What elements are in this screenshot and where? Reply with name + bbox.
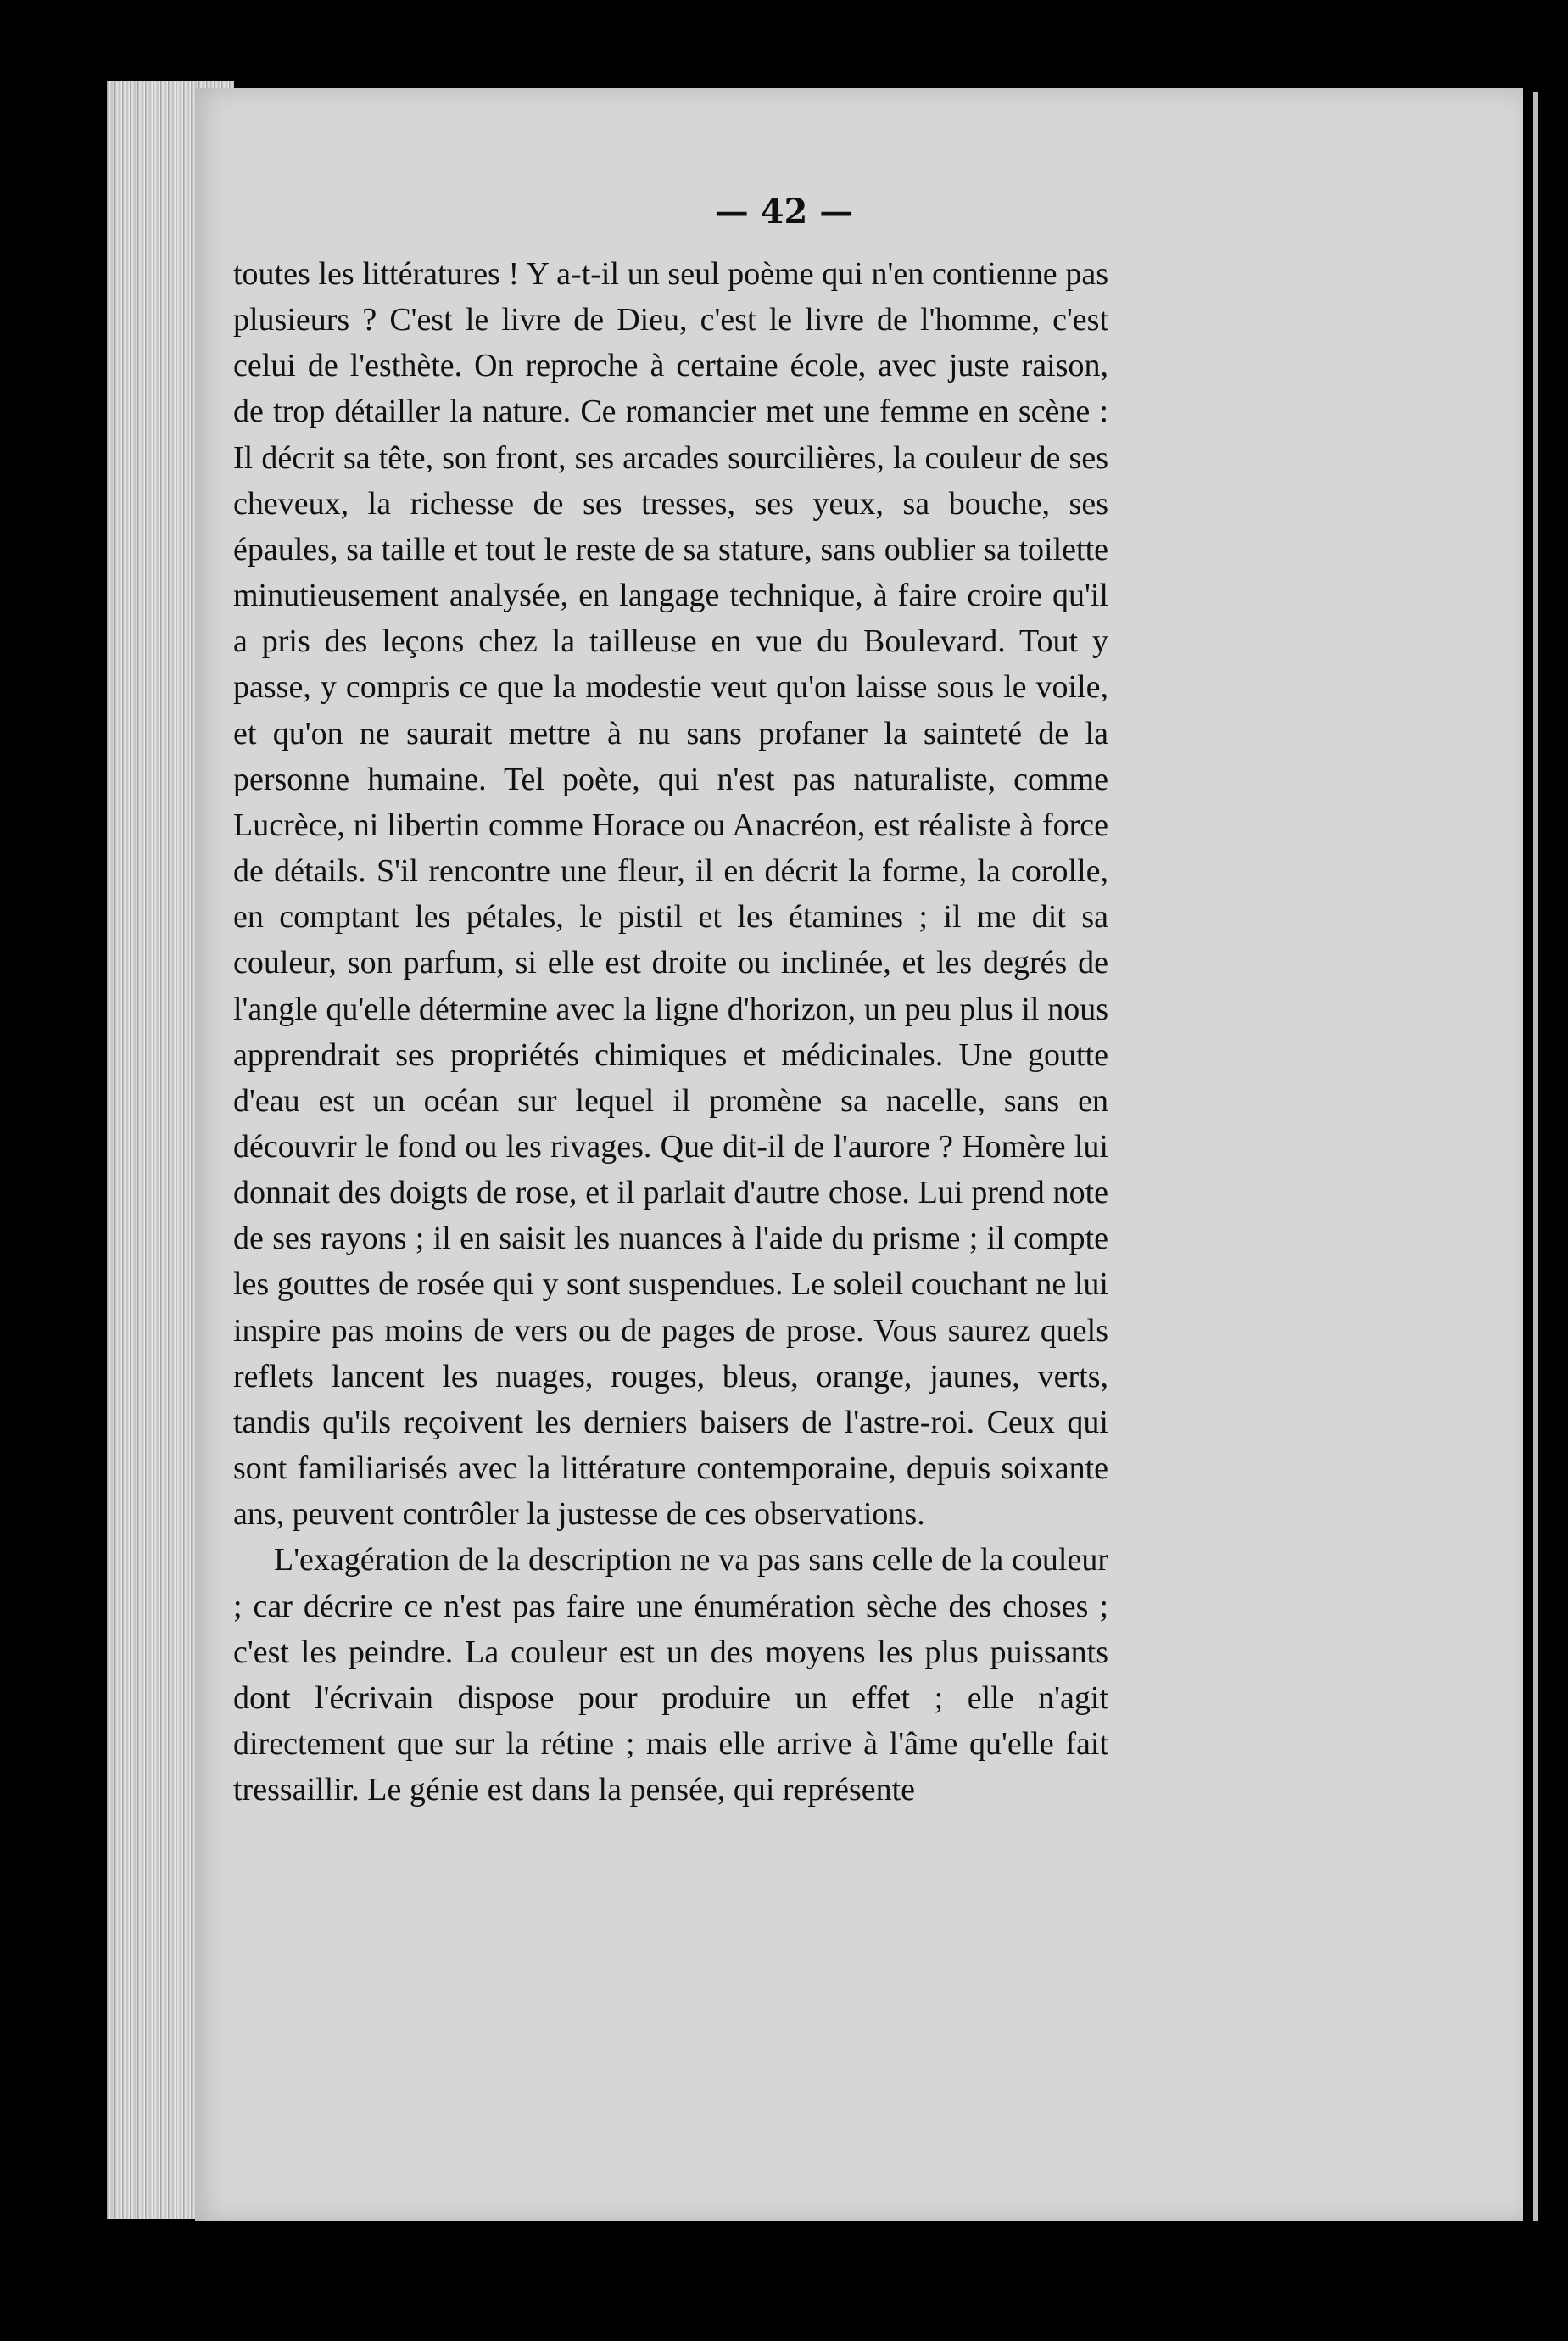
paragraph-2: L'exagération de la description ne va pas sans celle de la couleur ; car décrire ce n'est pas faire une énumération sèche des choses ; c'est les peindre. La couleur est un des moyens les plus puissants dont l'écrivain dispose pour produire un effet ; elle n'agit directement que sur la rétine ; mais elle arrive à l'âme qu'elle fait tressaillir. Le génie est dans la pensée, qui représente	[233, 1542, 1108, 1808]
page-number: — 42 —	[714, 192, 854, 232]
paragraph-1: toutes les littératures ! Y a-t-il un seul poème qui n'en contienne pas plusieurs ? C'est le livre de Dieu, c'est le livre de l'homme, c'est celui de l'esthète. On reproche à certaine école, avec juste raison, de trop détailler la nature. Ce romancier met une femme en scène : Il décrit sa tête, son front, ses arcades sourcilières, la couleur de ses cheveux, la richesse de ses tresses, ses yeux, sa bouche, ses épaules, sa taille et tout le reste de sa stature, sans oublier sa toilette minutieusement analysée, en langage technique, à faire croire qu'il a pris des leçons chez la tailleuse en vue du Boulevard. Tout y passe, y compris ce que la modestie veut qu'on laisse sous le voile, et qu'on ne saurait mettre à nu sans profaner la sainteté de la personne humaine. Tel poète, qui n'est pas naturaliste, comme Lucrèce, ni libertin comme Horace ou Anacréon, est réaliste à force de détails. S'il rencontre une fleur, il en décrit la forme, la corolle, en comptant les pétales, le pistil et les étamines ; il me dit sa couleur, son parfum, si elle est droite ou inclinée, et les degrés de l'angle qu'elle détermine avec la ligne d'horizon, un peu plus il nous apprendrait ses propriétés chimiques et médicinales. Une goutte d'eau est un océan sur lequel il promène sa nacelle, sans en découvrir le fond ou les rivages. Que dit-il de l'aurore ? Homère lui donnait des doigts de rose, et il parlait d'autre chose. Lui prend note de ses rayons ; il en saisit les nuances à l'aide du prisme ; il compte les gouttes de rosée qui y sont suspendues. Le soleil couchant ne lui inspire pas moins de vers ou de pages de prose. Vous saurez quels reflets lancent les nuages, rouges, bleus, orange, jaunes, verts, tandis qu'ils reçoivent les derniers baisers de l'astre-roi. Ceux qui sont familiarisés avec la littérature contemporaine, depuis soixante ans, peuvent contrôler la justesse de ces observations.	[233, 256, 1108, 1533]
page-edge-rule	[1533, 92, 1538, 2221]
body-text	[233, 251, 1108, 1813]
